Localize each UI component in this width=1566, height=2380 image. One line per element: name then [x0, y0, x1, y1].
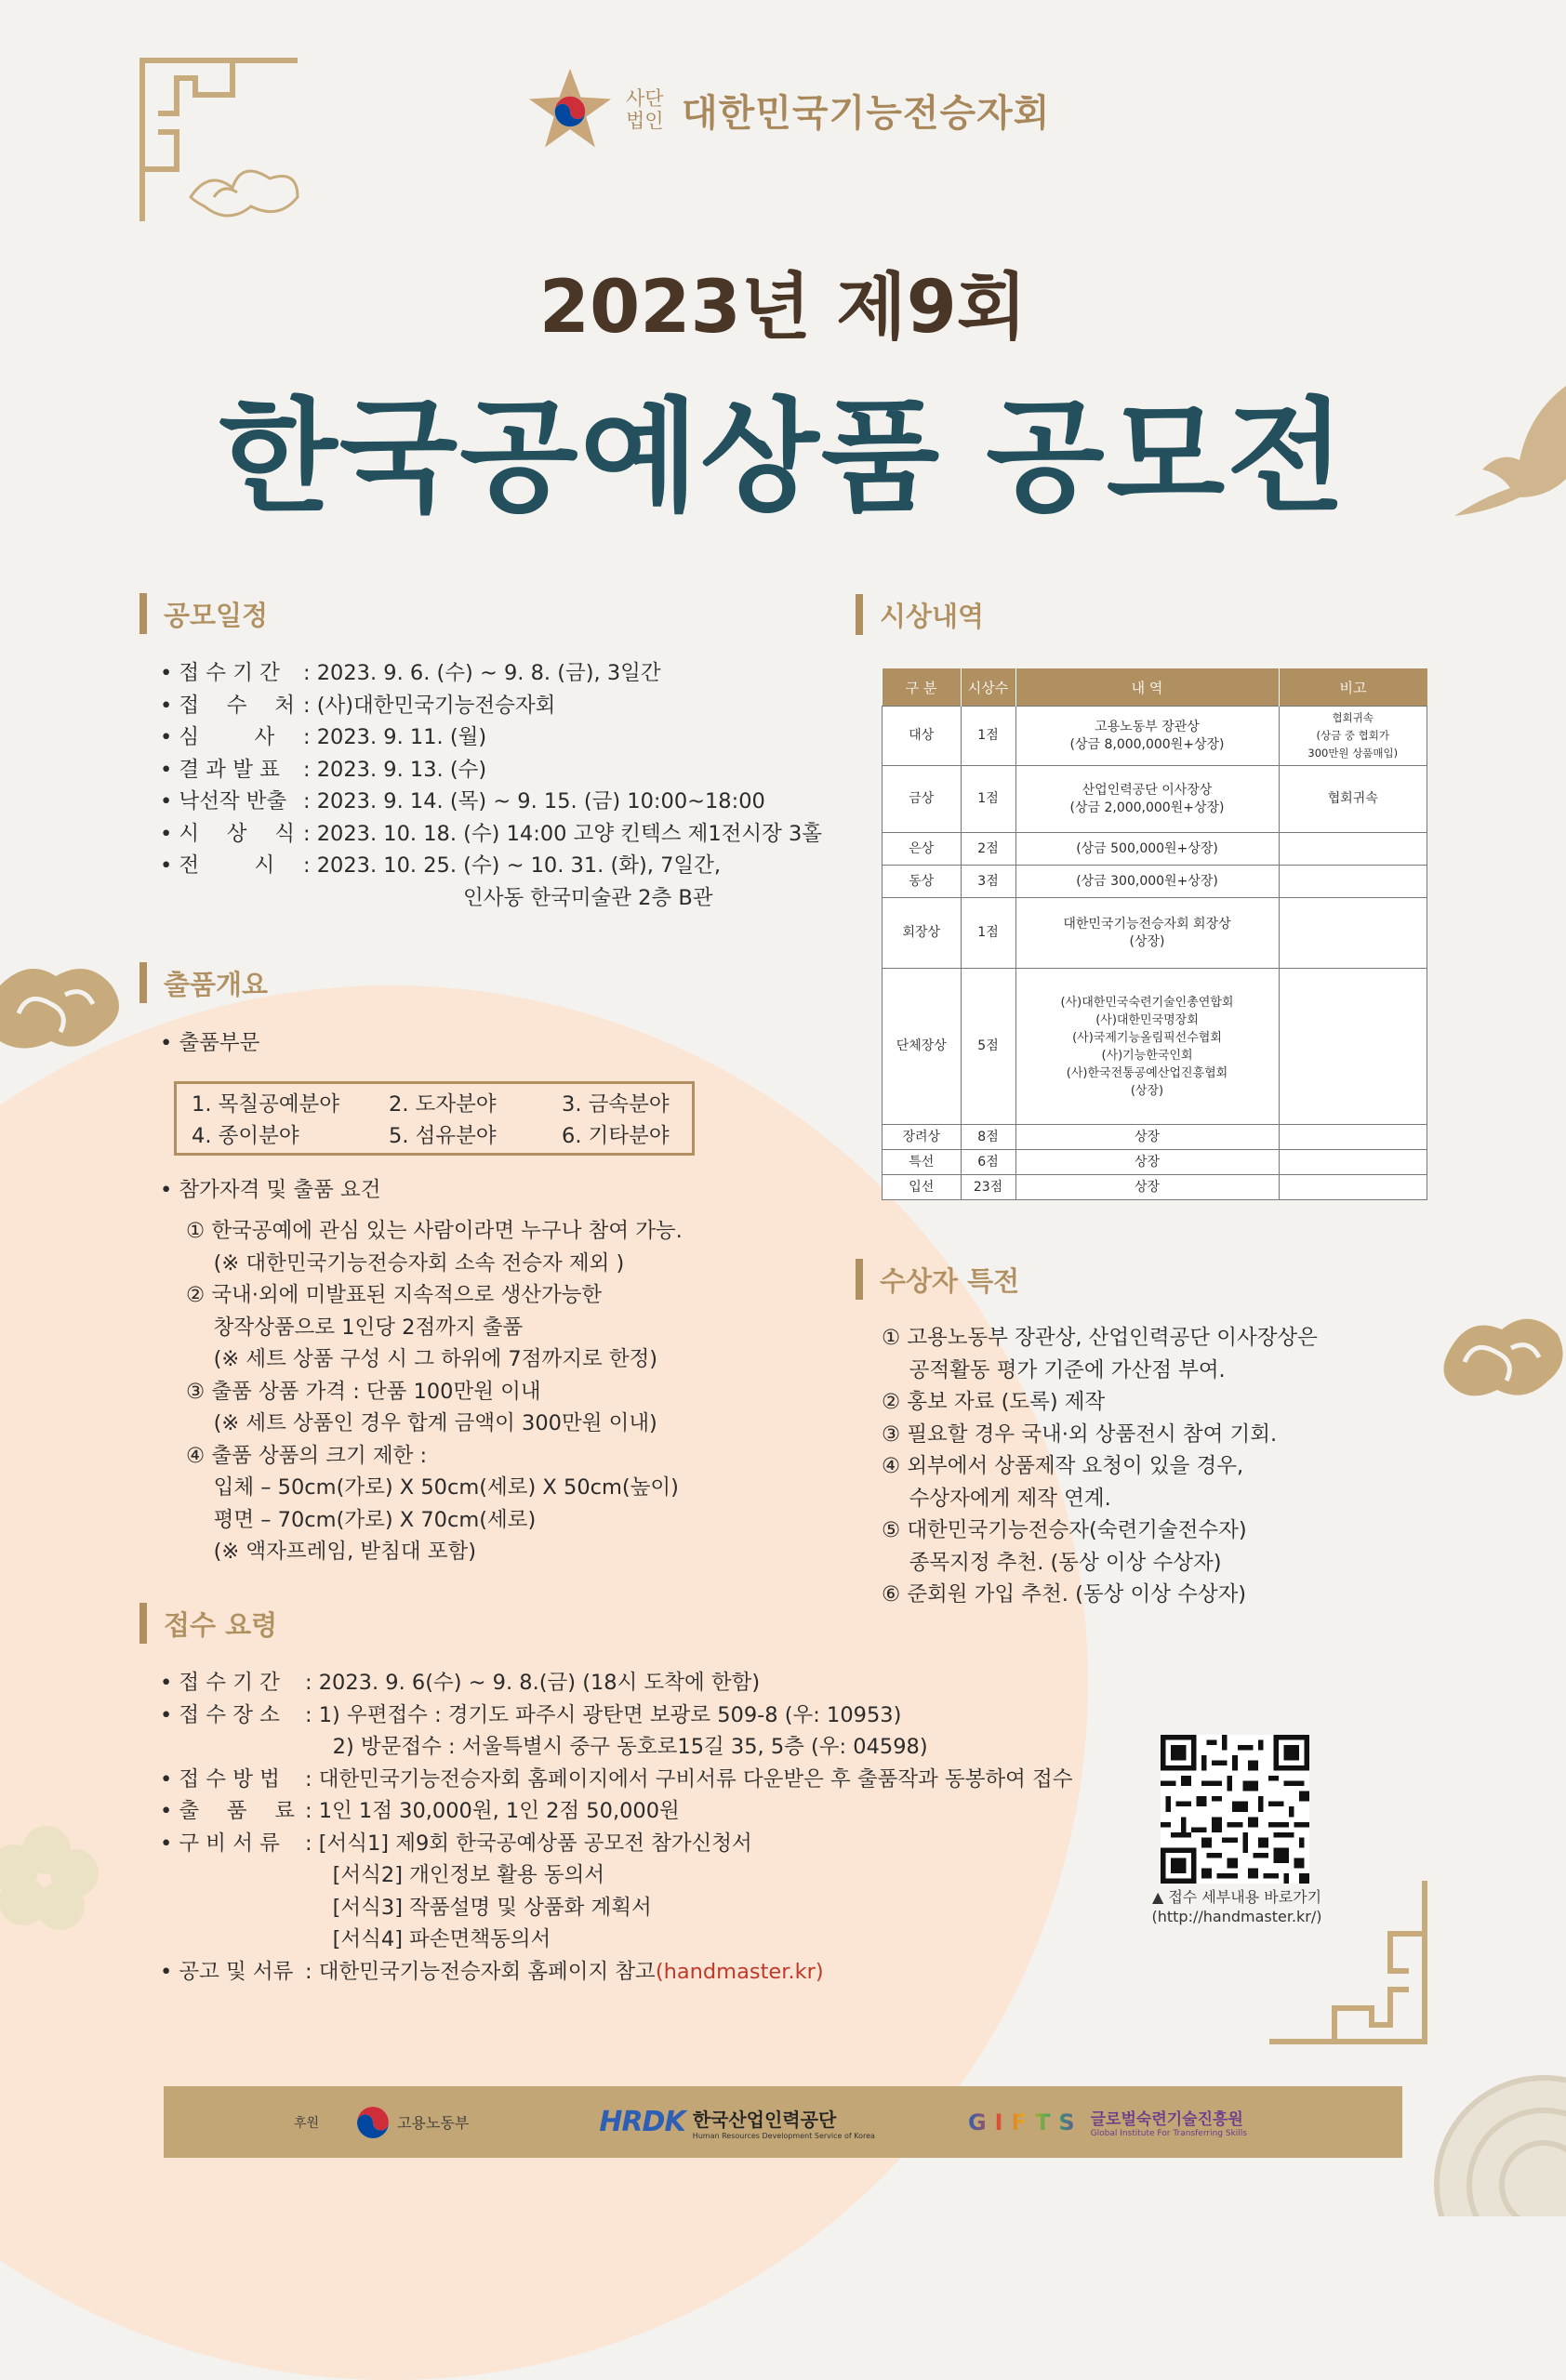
corner-ornament-top-left [139, 58, 335, 225]
prizes-heading: 시상내역 [856, 594, 984, 635]
table-row [883, 766, 1427, 833]
requirement-line: 입체 – 50cm(가로) X 50cm(세로) X 50cm(높이) [186, 1475, 679, 1500]
benefit-line: ⑥ 준회원 가입 추천. (동상 이상 수상자) [882, 1582, 1247, 1606]
moel-logo [356, 2106, 469, 2139]
benefits-list [882, 1322, 1318, 1611]
table-row [883, 707, 1427, 766]
emblem-icon [525, 65, 615, 154]
prize-table-header [883, 668, 1427, 707]
qr-caption-line: ▲ 접수 세부내용 바로가기 [1151, 1888, 1322, 1906]
prize-detail: 상장 [1015, 1125, 1279, 1150]
prize-detail: (상금 500,000원+상장) [1015, 833, 1279, 866]
prize-detail: 고용노동부 장관상 (상금 8,000,000원+상장) [1015, 707, 1279, 766]
prize-detail: 대한민국기능전승자회 회장상 (상장) [1015, 898, 1279, 969]
qr-caption [1125, 1887, 1348, 1926]
schedule-row: • 심 사 : 2023. 9. 11. (월) [160, 725, 487, 749]
schedule-row: • 낙선작 반출 : 2023. 9. 14. (목) ~ 9. 15. (금) 10:00~18:00 [160, 789, 765, 813]
homepage-link[interactable]: (handmaster.kr) [655, 1959, 824, 1984]
reception-row: • 공고 및 서류 : 대한민국기능전승자회 홈페이지 참고 (handmaster.kr) [160, 1956, 1073, 1989]
schedule-row-extra: 인사동 한국미술관 2층 B관 [463, 885, 713, 910]
prize-count: 1점 [961, 766, 1015, 833]
sponsor-footer [164, 2086, 1402, 2158]
benefit-line: 종목지정 추천. (동상 이상 수상자) [882, 1550, 1222, 1575]
requirement-line: (※ 액자프레임, 받침대 포함) [186, 1540, 477, 1564]
prize-note [1279, 1150, 1427, 1175]
page-title: 한국공예상품 공모전 [219, 386, 1347, 529]
cloud-ornament-right [1441, 1311, 1566, 1404]
requirement-line: 창작상품으로 1인당 2점까지 출품 [186, 1315, 524, 1340]
taegeuk-icon [356, 2106, 390, 2139]
category-item: 6. 기타분야 [562, 1124, 670, 1148]
category-item: 4. 종이분야 [192, 1124, 299, 1148]
requirement-line: ③ 출품 상품 가격 : 단품 100만원 이내 [186, 1379, 541, 1404]
org-name: 대한민국기능전승자회 [682, 91, 1051, 135]
benefit-line: 수상자에게 제작 연계. [882, 1486, 1111, 1511]
category-item: 2. 도자분야 [389, 1092, 497, 1117]
sponsor-label: 후원 [294, 2115, 320, 2131]
overview-heading: 출품개요 [139, 962, 268, 1003]
reception-heading: 접수 요령 [139, 1603, 277, 1644]
requirement-line: ② 국내·외에 미발표된 지속적으로 생산가능한 [186, 1283, 603, 1307]
prize-note [1279, 969, 1427, 1125]
category-item: 5. 섬유분야 [389, 1124, 497, 1148]
reception-row: • 출 품 료 : 1인 1점 30,000원, 1인 2점 50,000원 [160, 1799, 680, 1823]
requirements-title: • 참가자격 및 출품 요건 [160, 1178, 381, 1202]
prize-grade: 금상 [883, 766, 962, 833]
prize-detail: (사)대한민국숙련기술인총연합회 (사)대한민국명장회 (사)국제기능올림픽선수협회 (사)기능한국인회 (사)한국전통공예산업진흥협회 (상장) [1015, 969, 1279, 1125]
prize-grade: 입선 [883, 1175, 962, 1200]
medallion-ornament [1432, 2073, 1566, 2216]
moel-name: 고용노동부 [397, 2114, 470, 2132]
prize-count: 8점 [961, 1125, 1015, 1150]
flower-ornament [0, 1822, 112, 1934]
schedule-row: • 시 상 식 : 2023. 10. 18. (수) 14:00 고양 킨텍스 제1전시장 3홀 [160, 821, 823, 846]
benefit-line: ③ 필요할 경우 국내·외 상품전시 참여 기회. [882, 1421, 1278, 1447]
hrdk-mark: HRDK [599, 2106, 685, 2138]
prize-grade: 특선 [883, 1150, 962, 1175]
title-year: 2023년 제9회 [538, 266, 1028, 350]
col-header: 시상수 [961, 668, 1015, 707]
hrdk-sub: Human Resources Development Service of Korea [692, 2131, 875, 2140]
gifts-mark: GIFTS [967, 2109, 1083, 2135]
schedule-row: • 접 수 기 간 : 2023. 9. 6. (수) ~ 9. 8. (금), 3일간 [160, 661, 661, 685]
reception-row: [서식2] 개인정보 활용 동의서 [305, 1863, 605, 1887]
reception-row: • 구 비 서 류 : [서식1] 제9회 한국공예상품 공모전 참가신청서 [160, 1831, 752, 1856]
benefits-heading: 수상자 특전 [856, 1259, 1019, 1300]
table-row [883, 898, 1427, 969]
benefit-line: 공적활동 평가 기준에 가산점 부여. [882, 1357, 1226, 1382]
prize-grade: 장려상 [883, 1125, 962, 1150]
prize-count: 6점 [961, 1150, 1015, 1175]
table-row [883, 1125, 1427, 1150]
prize-detail: 산업인력공단 이사장상 (상금 2,000,000원+상장) [1015, 766, 1279, 833]
prize-count: 1점 [961, 707, 1015, 766]
table-row [883, 969, 1427, 1125]
requirement-line: (※ 세트 상품 구성 시 그 하위에 7점까지로 한정) [186, 1347, 658, 1371]
benefit-line: ④ 외부에서 상품제작 요청이 있을 경우, [882, 1454, 1244, 1478]
benefit-line: ① 고용노동부 장관상, 산업인력공단 이사장상은 [882, 1326, 1318, 1350]
table-row [883, 1150, 1427, 1175]
benefit-line: ② 홍보 자료 (도록) 제작 [882, 1390, 1106, 1414]
prize-note [1279, 833, 1427, 866]
prize-count: 2점 [961, 833, 1015, 866]
prize-note: 협회귀속 [1279, 766, 1427, 833]
org-type: 사단 법인 [626, 86, 664, 132]
schedule-row: • 전 시 : 2023. 10. 25. (수) ~ 10. 31. (화), 7일간, [160, 853, 722, 878]
requirement-line: (※ 대한민국기능전승자회 소속 전승자 제외 ) [186, 1250, 625, 1276]
table-row [883, 866, 1427, 898]
qr-url[interactable]: (http://handmaster.kr/) [1151, 1908, 1322, 1925]
col-header: 내 역 [1015, 668, 1279, 707]
table-row [883, 1175, 1427, 1200]
requirement-line: ④ 출품 상품의 크기 제한 : [186, 1443, 428, 1468]
prize-detail: 상장 [1015, 1150, 1279, 1175]
prize-note [1279, 898, 1427, 969]
category-box [174, 1081, 695, 1156]
category-item: 3. 금속분야 [562, 1092, 670, 1117]
qr-code-icon[interactable] [1161, 1735, 1309, 1884]
cloud-ornament-left [0, 958, 130, 1060]
prize-detail: (상금 300,000원+상장) [1015, 866, 1279, 898]
prize-count: 23점 [961, 1175, 1015, 1200]
col-header: 비고 [1279, 668, 1427, 707]
reception-row: • 접 수 장 소 : 1) 우편접수 : 경기도 파주시 광탄면 보광로 509-8 (우: 10953) [160, 1702, 902, 1727]
gifts-name: 글로벌숙련기술진흥원 [1090, 2110, 1243, 2129]
requirement-line: 평면 – 70cm(가로) X 70cm(세로) [186, 1507, 537, 1532]
prize-note [1279, 1175, 1427, 1200]
hrdk-name: 한국산업인력공단 [692, 2108, 837, 2131]
prize-detail: 상장 [1015, 1175, 1279, 1200]
prize-count: 5점 [961, 969, 1015, 1125]
prize-note: 협회귀속 (상금 중 협회가 300만원 상품매입) [1279, 707, 1427, 766]
prize-grade: 동상 [883, 866, 962, 898]
category-title: • 출품부문 [160, 1031, 260, 1055]
schedule-list [160, 657, 822, 914]
hrdk-logo [599, 2105, 875, 2140]
reception-row: • 접 수 기 간 : 2023. 9. 6(수) ~ 9. 8.(금) (18시 도착에 한함) [160, 1671, 761, 1695]
reception-row: [서식3] 작품설명 및 상품화 계획서 [305, 1895, 652, 1920]
benefit-line: ⑤ 대한민국기능전승자(숙련기술전수자) [882, 1518, 1247, 1542]
schedule-row: • 결 과 발 표 : 2023. 9. 13. (수) [160, 757, 487, 782]
schedule-row: • 접 수 처 : (사)대한민국기능전승자회 [160, 693, 556, 718]
prize-table [882, 668, 1427, 1200]
requirement-line: (※ 세트 상품인 경우 합계 금액이 300만원 이내) [186, 1411, 657, 1435]
prize-count: 1점 [961, 898, 1015, 969]
prize-grade: 회장상 [883, 898, 962, 969]
reception-list [160, 1667, 1073, 1988]
col-header: 구 분 [883, 668, 962, 707]
gifts-logo [968, 2106, 1247, 2138]
category-item: 1. 목칠공예분야 [192, 1092, 340, 1117]
prize-note [1279, 866, 1427, 898]
prize-grade: 단체장상 [883, 969, 962, 1125]
reception-row: • 접 수 방 법 : 대한민국기능전승자회 홈페이지에서 구비서류 다운받은 후 출품작과 동봉하여 접수 [160, 1766, 1073, 1792]
requirements-list [186, 1215, 683, 1568]
reception-row: [서식4] 파손면책동의서 [305, 1927, 551, 1951]
org-logo [525, 65, 1050, 154]
reception-row: 2) 방문접수 : 서울특별시 중구 동호로15길 35, 5층 (우: 04598) [305, 1735, 928, 1759]
prize-count: 3점 [961, 866, 1015, 898]
gifts-sub: Global Institute For Transferring Skills [1090, 2129, 1247, 2138]
prize-note [1279, 1125, 1427, 1150]
prize-grade: 대상 [883, 707, 962, 766]
requirement-line: ① 한국공예에 관심 있는 사람이라면 누구나 참여 가능. [186, 1219, 683, 1243]
schedule-heading: 공모일정 [139, 593, 268, 634]
prize-grade: 은상 [883, 833, 962, 866]
table-row [883, 833, 1427, 866]
